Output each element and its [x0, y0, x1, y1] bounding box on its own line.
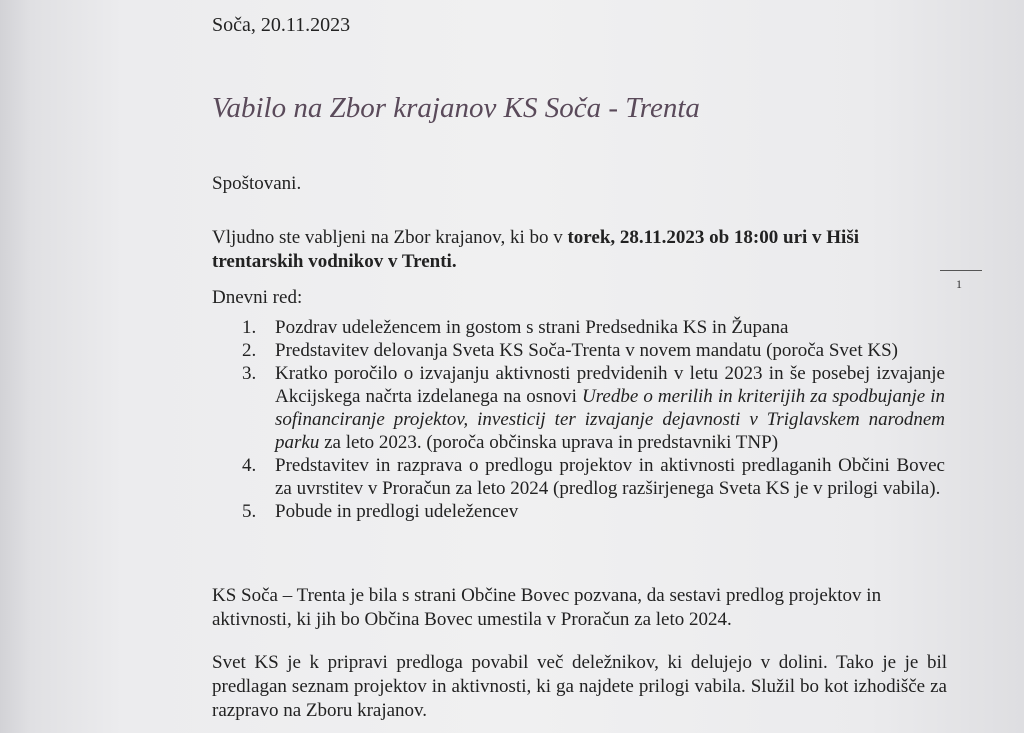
document-title: Vabilo na Zbor krajanov KS Soča - Trenta — [212, 92, 700, 124]
invitation-date-location: torek, 28.11.2023 ob 18:00 uri v Hiši trentarskih vodnikov v Trenti. — [212, 227, 860, 272]
document-date: Soča, 20.11.2023 — [212, 14, 351, 36]
body-paragraph: KS Soča – Trenta je bila s strani Občine Bovec pozvana, da sestavi predlog projektov in aktivnosti, ki jih bo Občina Bovec umestila v Proračun za leto 2024. — [212, 585, 882, 630]
agenda-item-number: 1. — [242, 317, 257, 338]
footnote-divider — [940, 270, 982, 271]
agenda-item-number: 3. — [242, 363, 257, 384]
agenda-item-number: 5. — [242, 501, 257, 522]
greeting: Spoštovani. — [212, 173, 302, 194]
body-paragraph: Svet KS je k pripravi predloga povabil več deležnikov, ki delujejo v dolini. Tako je je bil predlagan seznam projektov in aktivnosti, ki ga najdete prilogi vabila. Služil bo kot izhodišče za razpravo na Zboru krajanov. — [212, 652, 947, 721]
agenda-item-regulation-reference: Uredbe o merilih in kriterijih za spodbujanje in sofinanciranje projektov, investicij ter izvajanje dejavnosti v Triglavskem narodnem parku — [275, 386, 945, 453]
agenda-item-text-end: za leto 2023. (poroča občinska uprava in predstavniki TNP) — [319, 432, 779, 453]
agenda-item-text: Predstavitev in razprava o predlogu projektov in aktivnosti predlaganih Občini Bovec za uvrstitev v Proračun za leto 2024 (predlog razširjenega Sveta KS je v prilogi vabila). — [275, 455, 945, 499]
agenda-item-text: Kratko poročilo o izvajanju aktivnosti predvidenih v letu 2023 in še posebej izvajanje Akcijskega načrta izdelanega na osnovi — [275, 363, 945, 407]
agenda-title: Dnevni red: — [212, 287, 303, 308]
agenda-list — [230, 316, 945, 523]
agenda-item-text: Predstavitev delovanja Sveta KS Soča-Trenta v novem mandatu (poroča Svet KS) — [275, 340, 899, 361]
agenda-item — [230, 500, 945, 523]
agenda-item-number: 2. — [242, 340, 257, 361]
agenda-item — [230, 362, 945, 454]
agenda-item-text: Pobude in predlogi udeležencev — [275, 501, 519, 522]
footnote-number: 1 — [956, 277, 962, 291]
agenda-item-number: 4. — [242, 455, 257, 476]
agenda-item — [230, 316, 945, 339]
agenda-item-text: Pozdrav udeležencem in gostom s strani Predsednika KS in Župana — [275, 317, 789, 338]
invitation-paragraph — [212, 226, 952, 274]
agenda-item — [230, 339, 945, 362]
agenda-item — [230, 454, 945, 500]
invitation-text: Vljudno ste vabljeni na Zbor krajanov, ki bo v — [212, 227, 568, 248]
